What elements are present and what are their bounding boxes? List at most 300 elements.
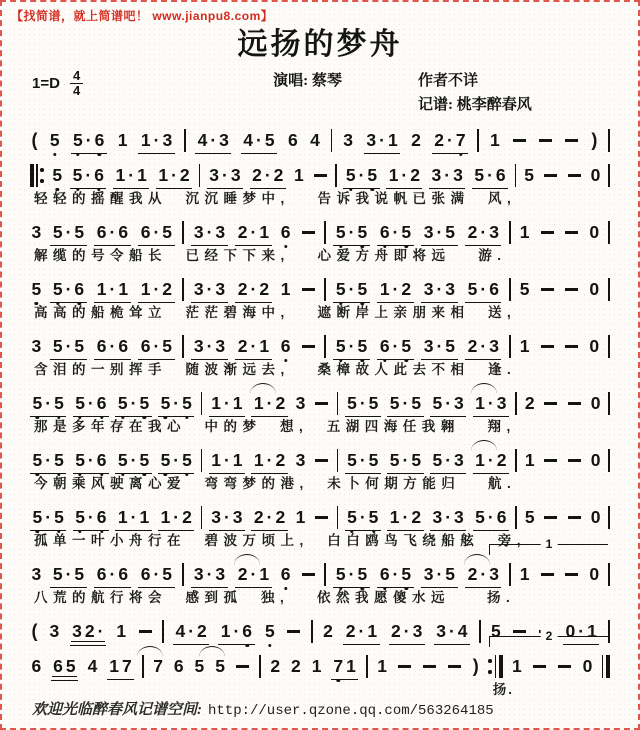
note: 2 xyxy=(411,507,422,527)
beam-group xyxy=(430,507,466,531)
rhythm-dot: · xyxy=(480,222,487,242)
note: 1 xyxy=(115,165,126,185)
note: 6 xyxy=(74,279,85,299)
duration-dash xyxy=(513,139,526,141)
rhythm-dot: · xyxy=(402,507,409,527)
beam-group xyxy=(434,621,470,645)
note: 5 xyxy=(264,130,275,150)
rhythm-dot: · xyxy=(173,393,180,413)
duration-dash xyxy=(302,231,315,233)
beam-group xyxy=(173,621,209,645)
beam-group xyxy=(343,165,379,189)
note: 1 xyxy=(524,450,535,470)
beam-group xyxy=(421,222,457,246)
beam-group xyxy=(218,621,254,645)
rhythm-dot: · xyxy=(153,564,160,584)
note: 4 xyxy=(87,656,98,676)
note: 3 xyxy=(412,621,423,641)
note: 5 xyxy=(524,507,535,527)
beam-group xyxy=(158,393,194,417)
note: 6 xyxy=(496,507,507,527)
beam-group xyxy=(421,564,457,588)
rhythm-dot: · xyxy=(358,621,365,641)
note: 6 xyxy=(280,564,291,584)
barline xyxy=(608,278,610,302)
lyric-line: 解缆的号令船长 已经下下来, 心爱方舟即将远 游. xyxy=(34,248,507,263)
score xyxy=(28,121,612,702)
parenthesis: ) xyxy=(591,130,598,150)
rhythm-dot: · xyxy=(87,393,94,413)
beam-group xyxy=(387,393,423,417)
rhythm-dot: · xyxy=(97,621,104,641)
beam-group xyxy=(73,450,109,474)
note: 3 xyxy=(230,165,241,185)
duration-dash xyxy=(544,402,557,404)
beam-group xyxy=(421,336,457,360)
note: 5 xyxy=(162,336,172,356)
duration-dash xyxy=(565,288,578,290)
note: 6 xyxy=(118,336,129,356)
rhythm-dot: · xyxy=(264,165,271,185)
note: 2 xyxy=(273,165,284,185)
note: 1 xyxy=(512,656,522,676)
note: 5 xyxy=(72,165,83,185)
rhythm-dot: · xyxy=(109,222,116,242)
note: 5 xyxy=(432,450,443,470)
note: 0 xyxy=(590,165,601,185)
note: 1 xyxy=(158,165,169,185)
note: 3 xyxy=(219,130,229,150)
music-line xyxy=(28,213,612,246)
rhythm-dot: · xyxy=(359,507,366,527)
note: 2 xyxy=(182,507,192,527)
duration-dash xyxy=(423,665,436,667)
lyric-line: 含泪的一别挥手 随波渐远去, 桑樟故人此去不相 逢. xyxy=(34,362,517,377)
music-line xyxy=(28,270,612,303)
note: 0 xyxy=(582,656,593,676)
barline xyxy=(182,221,184,245)
rhythm-dot: · xyxy=(45,393,52,413)
note: 6 xyxy=(96,336,107,356)
beam-group xyxy=(107,656,134,680)
music-line xyxy=(28,629,612,680)
rhythm-dot: · xyxy=(436,564,443,584)
rhythm-dot: · xyxy=(173,507,180,527)
beam-group xyxy=(251,450,287,474)
barline xyxy=(366,655,368,679)
site-watermark: 【找简谱，就上简谱吧！ www.jianpu8.com】 xyxy=(11,9,274,23)
note: 1 xyxy=(259,222,270,242)
note: 0 xyxy=(589,564,600,584)
duration-dash xyxy=(565,139,578,141)
rhythm-dot: · xyxy=(401,165,408,185)
note: 6 xyxy=(140,336,151,356)
note: 5 xyxy=(65,656,76,676)
barline xyxy=(608,129,610,153)
lyric-line: 那是多年存在我心 中的梦 想, 五湖四海任我翱 翔, xyxy=(34,419,516,434)
note: 3 xyxy=(453,165,463,185)
duration-dash xyxy=(541,345,554,347)
note: 5 xyxy=(357,336,368,356)
rhythm-dot: · xyxy=(173,450,180,470)
beam-group xyxy=(345,450,381,474)
note: 5 xyxy=(357,564,368,584)
rhythm-dot: · xyxy=(233,621,240,641)
duration-dash xyxy=(541,231,554,233)
barline xyxy=(162,620,164,644)
duration-dash xyxy=(565,573,578,575)
note: 5 xyxy=(491,621,501,641)
note: 7 xyxy=(455,130,466,150)
note: 6 xyxy=(379,222,390,242)
meter-numerator: 4 xyxy=(70,69,83,84)
note: 3 xyxy=(162,130,173,150)
rhythm-dot: · xyxy=(445,450,452,470)
note: 3 xyxy=(215,279,226,299)
rhythm-dot: · xyxy=(250,564,257,584)
note: 5 xyxy=(264,621,275,641)
note: 1 xyxy=(118,279,129,299)
barline xyxy=(608,392,610,416)
note: 3 xyxy=(295,393,306,413)
note: 3 xyxy=(423,336,434,356)
beam-group xyxy=(138,222,174,246)
barline xyxy=(608,335,610,359)
rhythm-dot: · xyxy=(266,450,273,470)
barline xyxy=(608,506,610,530)
note: 2 xyxy=(345,621,356,641)
note: 6 xyxy=(118,222,129,242)
duration-dash xyxy=(544,459,557,461)
note: 2 xyxy=(270,656,281,676)
duration-dash xyxy=(302,345,315,347)
score-line xyxy=(28,156,612,211)
note: 3 xyxy=(31,564,42,584)
note: 5 xyxy=(182,450,192,470)
note: 3 xyxy=(31,336,42,356)
beam-group xyxy=(191,336,227,360)
beam-group xyxy=(235,336,271,360)
note: 3 xyxy=(193,336,204,356)
note: 5 xyxy=(401,222,412,242)
rhythm-dot: · xyxy=(487,165,493,185)
note: 2 xyxy=(197,621,207,641)
barline xyxy=(184,129,186,153)
duration-dash xyxy=(539,139,552,141)
note: 5 xyxy=(335,279,346,299)
note: 5 xyxy=(357,222,368,242)
beam-group xyxy=(377,564,413,588)
beam-group xyxy=(386,165,422,189)
note: 0 xyxy=(589,279,600,299)
rhythm-dot: · xyxy=(402,450,409,470)
note: 1 xyxy=(346,656,356,676)
note: 3 xyxy=(489,222,499,242)
duration-dash xyxy=(302,573,315,575)
beam-group xyxy=(195,130,231,154)
score-line xyxy=(28,327,612,382)
note: 5 xyxy=(32,450,43,470)
note: 2 xyxy=(496,450,507,470)
note: 5 xyxy=(368,450,379,470)
beam-group xyxy=(113,165,149,189)
author-credit: 作者不详 xyxy=(418,73,479,89)
note: 2 xyxy=(275,450,286,470)
note: 6 xyxy=(489,279,499,299)
duration-dash xyxy=(565,345,578,347)
page-title: 远扬的梦舟 xyxy=(237,28,403,61)
barline xyxy=(182,335,184,359)
note: 5 xyxy=(432,393,443,413)
repeat-end-barline xyxy=(488,655,502,679)
lyric-line: 扬. xyxy=(492,682,514,697)
note: 6 xyxy=(94,165,104,185)
beam-group xyxy=(235,564,271,588)
barline xyxy=(324,221,326,245)
beam-group xyxy=(30,450,66,474)
note: 6 xyxy=(140,222,151,242)
duration-dash xyxy=(302,288,315,290)
note: 0 xyxy=(590,450,601,470)
volta-bracket xyxy=(489,629,608,647)
note: 6 xyxy=(31,656,42,676)
key-signature xyxy=(32,69,197,117)
beam-group xyxy=(345,507,381,531)
duration-dash xyxy=(315,459,328,461)
rhythm-dot: · xyxy=(130,450,137,470)
note: 5 xyxy=(182,393,192,413)
beam-group xyxy=(50,336,86,360)
note: 3 xyxy=(445,279,456,299)
rhythm-dot: · xyxy=(223,450,230,470)
rhythm-dot: · xyxy=(250,222,257,242)
barline xyxy=(479,620,481,644)
note: 0 xyxy=(590,393,601,413)
duration-dash xyxy=(568,516,581,518)
note: 5 xyxy=(467,279,478,299)
note: 5 xyxy=(367,165,378,185)
rhythm-dot: · xyxy=(85,130,92,150)
beam-group xyxy=(345,393,381,417)
beam-group xyxy=(473,450,509,474)
note: 3 xyxy=(496,393,507,413)
duration-dash xyxy=(568,459,581,461)
note: 5 xyxy=(160,450,171,470)
barline xyxy=(201,449,203,473)
duration-dash xyxy=(315,402,328,404)
note: 3 xyxy=(431,165,442,185)
note: 5 xyxy=(474,165,485,185)
beam-group xyxy=(50,279,86,303)
note: 5 xyxy=(52,222,63,242)
barline xyxy=(324,563,326,587)
note: 2 xyxy=(237,279,248,299)
note: 5 xyxy=(31,279,42,299)
barline xyxy=(335,164,337,188)
note: 3 xyxy=(193,279,204,299)
note: 5 xyxy=(75,450,85,470)
note: 2 xyxy=(179,165,190,185)
beam-group xyxy=(158,450,194,474)
duration-dash xyxy=(314,174,327,176)
note: 5 xyxy=(368,393,379,413)
barline xyxy=(477,129,479,153)
note: 5 xyxy=(74,222,85,242)
lyric-line: 今朝乘风驶离心爱 弯弯梦的港, 未卜何期方能归 航. xyxy=(34,476,517,491)
beam-group xyxy=(191,564,227,588)
rhythm-dot: · xyxy=(436,279,443,299)
rhythm-dot: · xyxy=(348,222,355,242)
beam-group xyxy=(421,279,457,303)
rhythm-dot: · xyxy=(447,130,453,150)
note: 5 xyxy=(73,130,83,150)
beam-group xyxy=(430,450,466,474)
note: 3 xyxy=(454,393,464,413)
lyric-line: 八荒的航行将会 感到孤 独, 依然我愿傻水远 扬. xyxy=(34,590,516,605)
footer xyxy=(32,698,494,719)
note: 3 xyxy=(454,507,464,527)
rhythm-dot: · xyxy=(109,336,116,356)
barline xyxy=(515,392,517,416)
barline xyxy=(608,164,610,188)
parenthesis: ) xyxy=(472,656,479,676)
beam-group xyxy=(251,393,287,417)
note: 2 xyxy=(162,279,172,299)
note: 3 xyxy=(489,564,499,584)
beam-group xyxy=(138,130,174,154)
note: 6 xyxy=(96,393,107,413)
note: 2 xyxy=(434,130,444,150)
beam-group xyxy=(138,564,174,588)
beam-group xyxy=(94,336,130,360)
note: 5 xyxy=(524,165,535,185)
note: 3 xyxy=(432,507,443,527)
footer-url: http://user.qzone.qq.com/563264185 xyxy=(208,703,494,719)
barline xyxy=(515,506,517,530)
note: 5 xyxy=(215,656,225,676)
rhythm-dot: · xyxy=(392,564,399,584)
note: 6 xyxy=(288,130,298,150)
barline xyxy=(337,392,339,416)
rhythm-dot: · xyxy=(436,336,443,356)
rhythm-dot: · xyxy=(223,507,230,527)
key-label: 1=D xyxy=(32,74,60,92)
meter-fraction xyxy=(70,69,83,99)
beam-group xyxy=(251,507,287,531)
duration-dash xyxy=(533,665,546,667)
rhythm-dot: · xyxy=(480,564,487,584)
note: 3 xyxy=(49,621,60,641)
beam-group xyxy=(30,507,66,531)
beam-group xyxy=(30,393,66,417)
note: 5 xyxy=(75,507,85,527)
beam-group xyxy=(473,507,509,531)
rhythm-dot: · xyxy=(250,279,257,299)
rhythm-dot: · xyxy=(188,621,195,641)
rhythm-dot: · xyxy=(436,222,443,242)
beam-group xyxy=(191,222,227,246)
beam-group xyxy=(465,279,501,303)
rhythm-dot: · xyxy=(206,336,213,356)
note: 3 xyxy=(423,222,434,242)
note: 5 xyxy=(52,165,63,185)
note: 3 xyxy=(215,564,226,584)
rhythm-dot: · xyxy=(348,336,355,356)
note: 1 xyxy=(96,279,107,299)
note: 2 xyxy=(237,336,248,356)
rhythm-dot: · xyxy=(448,621,455,641)
barline xyxy=(509,278,511,302)
note: 3 xyxy=(436,621,446,641)
duration-dash xyxy=(139,630,152,632)
music-line xyxy=(28,327,612,360)
score-line xyxy=(28,629,612,702)
rhythm-dot: · xyxy=(392,336,399,356)
beam-group xyxy=(51,656,78,681)
note: 5 xyxy=(52,564,63,584)
barline xyxy=(201,506,203,530)
beam-group xyxy=(250,165,286,189)
note: 1 xyxy=(253,450,264,470)
rhythm-dot: · xyxy=(222,165,228,185)
note: 6 xyxy=(280,222,291,242)
note: 2 xyxy=(252,165,262,185)
rhythm-dot: · xyxy=(266,507,273,527)
rhythm-dot: · xyxy=(256,130,262,150)
rhythm-dot: · xyxy=(206,222,213,242)
note: 1 xyxy=(211,450,221,470)
beam-group xyxy=(207,165,243,189)
note: 7 xyxy=(121,656,132,676)
rhythm-dot: · xyxy=(109,279,116,299)
lyric-line: 高高的船桅耸立 茫茫碧海中, 遮断岸上亲朋来相 送, xyxy=(34,305,517,320)
note: 1 xyxy=(117,507,128,527)
beam-group xyxy=(465,222,501,246)
duration-dash xyxy=(541,288,554,290)
music-line xyxy=(28,384,612,417)
rhythm-dot: · xyxy=(109,564,116,584)
note: 4 xyxy=(175,621,186,641)
beam-group xyxy=(191,279,227,303)
note: 1 xyxy=(140,130,151,150)
note: 5 xyxy=(54,450,64,470)
rhythm-dot: · xyxy=(171,165,177,185)
note: 1 xyxy=(311,656,322,676)
note: 5 xyxy=(445,564,456,584)
note: 5 xyxy=(347,393,357,413)
beam-group xyxy=(432,130,468,154)
rhythm-dot: · xyxy=(266,393,273,413)
note: 6 xyxy=(94,130,105,150)
note: 5 xyxy=(162,222,172,242)
note: 2 xyxy=(467,564,478,584)
note: 3 xyxy=(343,130,354,150)
beam-group xyxy=(73,393,109,417)
duration-dash xyxy=(287,630,300,632)
note: 1 xyxy=(475,393,485,413)
music-line xyxy=(28,121,612,154)
note: 5 xyxy=(411,450,422,470)
note: 5 xyxy=(75,393,85,413)
rhythm-dot: · xyxy=(359,450,366,470)
rhythm-dot: · xyxy=(578,621,585,641)
credits-row xyxy=(32,69,608,117)
rhythm-dot: · xyxy=(358,165,365,185)
note: 0 xyxy=(565,621,576,641)
note: 2 xyxy=(391,621,401,641)
note: 4 xyxy=(243,130,254,150)
note: 5 xyxy=(475,507,485,527)
